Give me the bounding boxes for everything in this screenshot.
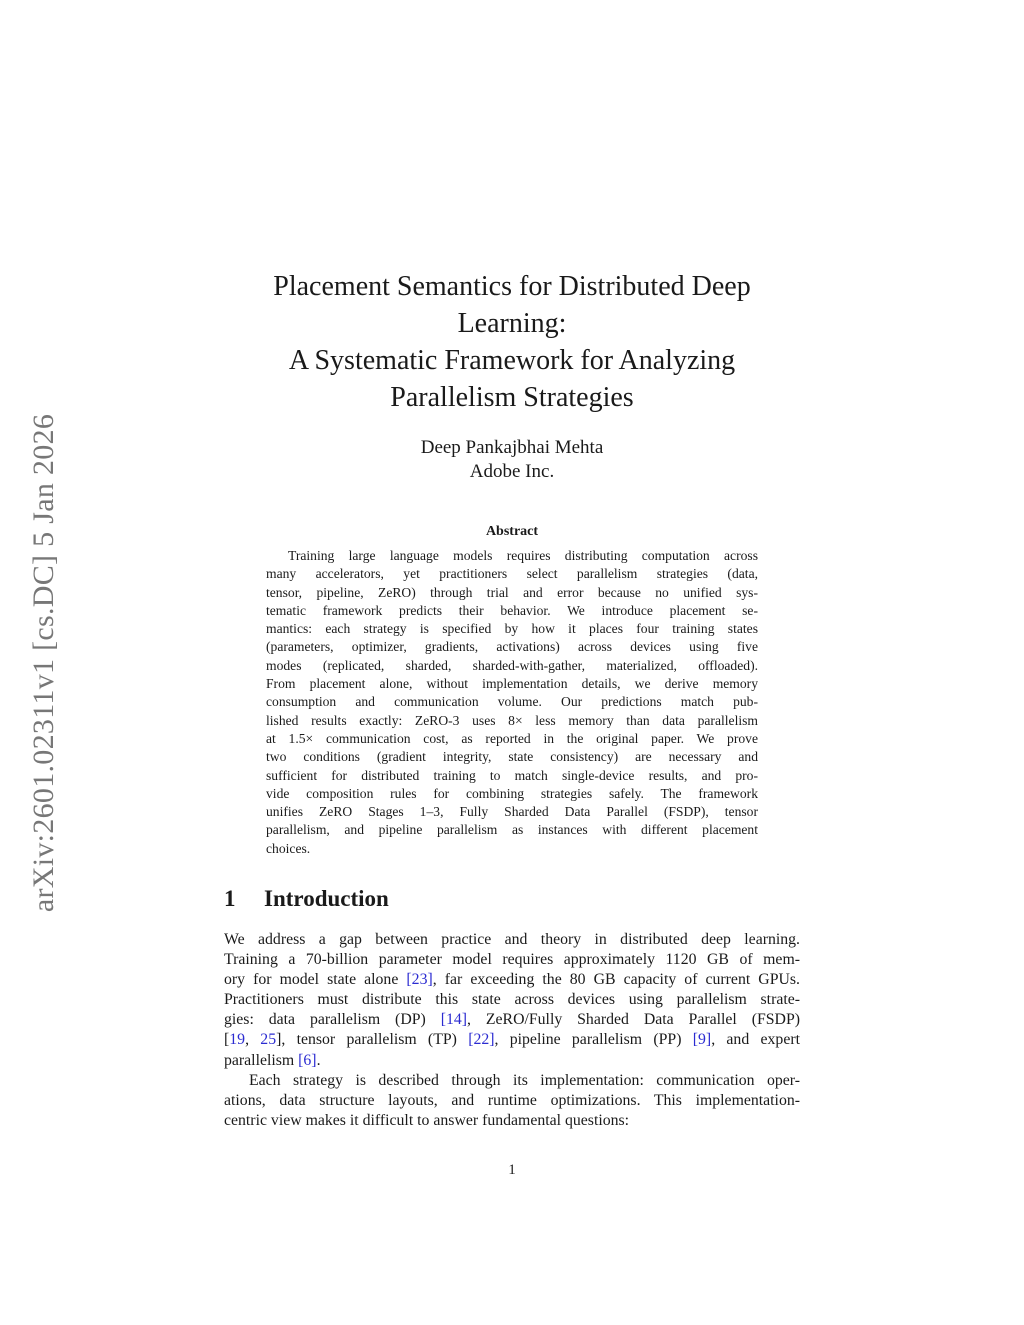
title-line: Placement Semantics for Distributed Deep [273,271,751,302]
body-line: Practitioners must distribute this state across devices using parallelism strate- [224,991,800,1009]
title-line: A Systematic Framework for Analyzing [288,345,736,376]
abstract-line: lished results exactly: ZeRO-3 uses 8× less memory than data parallelism [266,712,758,728]
citation-link[interactable]: [6] [298,1051,317,1069]
title-line: Learning: [457,308,567,339]
section-number: 1 [224,886,236,911]
abstract-line: at 1.5× communication cost, as reported in the original paper. We prove [266,730,758,746]
body-line [224,970,800,990]
citation-link[interactable]: [14] [440,1011,468,1029]
text-run: [ [224,1031,230,1049]
abstract-line: two conditions (gradient integrity, state consistency) are necessary and [266,749,758,765]
abstract-line: (parameters, optimizer, gradients, activations) across devices using five [266,639,758,655]
author-block [300,436,724,484]
abstract-text [266,547,758,858]
paper-title [230,268,794,416]
text-run: . [316,1051,321,1069]
author-name: Deep Pankajbhai Mehta [420,437,604,458]
text-run: , pipeline parallelism (PP) [494,1031,693,1049]
citation-link[interactable]: [9] [692,1031,712,1049]
citation-link[interactable]: [23] [406,971,433,989]
abstract-line: Training large language models requires distributing computation across [288,548,758,563]
abstract-line: consumption and communication volume. Our predictions match pub- [266,694,758,710]
page-number: 1 [508,1162,516,1178]
abstract-line: vide composition rules for combining strategies safely. The framework [266,785,758,801]
abstract-line: sufficient for distributed training to match single-device results, and pro- [266,767,758,783]
text-run: parallelism [224,1051,299,1069]
text-run: ory for model state alone [224,971,407,989]
text-run: , ZeRO/Fully Sharded Data Parallel (FSDP) [467,1011,800,1029]
body-line: Training a 70-billion parameter model requires approximately 1120 GB of mem- [224,951,800,969]
abstract-line: modes (replicated, sharded, sharded-with-gather, materialized, offloaded). [266,657,758,673]
text-run: , and expert [711,1031,800,1049]
abstract-line: tematic framework predicts their behavior. We introduce placement se- [266,602,758,618]
body-line [224,1010,800,1030]
body-line: We address a gap between practice and theory in distributed deep learning. [224,931,800,948]
body-line [224,1051,800,1071]
abstract-line: mantics: each strategy is specified by how it places four training states [266,621,758,637]
abstract-line: choices. [266,840,311,856]
section-heading-introduction [224,886,389,912]
text-run: , far exceeding the 80 GB capacity of current GPUs. [432,971,800,989]
introduction-text [224,930,800,1131]
abstract-line: many accelerators, yet practitioners select parallelism strategies (data, [266,566,758,582]
citation-link[interactable]: 19 [229,1031,246,1049]
abstract-line: unifies ZeRO Stages 1–3, Fully Sharded Data Parallel (FSDP), tensor [266,804,758,820]
text-run: , [245,1031,261,1049]
arxiv-stamp [18,380,70,945]
citation-link[interactable]: [22] [468,1031,495,1049]
abstract-line: From placement alone, without implementation details, we derive memory [266,676,758,692]
title-line: Parallelism Strategies [390,382,634,413]
abstract-line: tensor, pipeline, ZeRO) through trial and error because no unified sys- [266,584,758,600]
section-title: Introduction [264,886,389,911]
text-run: ], tensor parallelism (TP) [276,1031,469,1049]
citation-link[interactable]: 25 [260,1031,277,1049]
author-affiliation: Adobe Inc. [469,461,555,482]
text-run: gies: data parallelism (DP) [224,1011,441,1029]
body-line: centric view makes it difficult to answer fundamental questions: [224,1111,630,1129]
abstract-line: parallelism, and pipeline parallelism as instances with different placement [266,822,758,838]
arxiv-identifier: arXiv:2601.02311v1 [cs.DC] 5 Jan 2026 [27,413,61,912]
body-line [224,1030,800,1050]
body-line: Each strategy is described through its implementation: communication oper- [249,1071,800,1089]
body-line: ations, data structure layouts, and runtime optimizations. This implementation- [224,1091,800,1109]
abstract-heading: Abstract [485,524,539,539]
